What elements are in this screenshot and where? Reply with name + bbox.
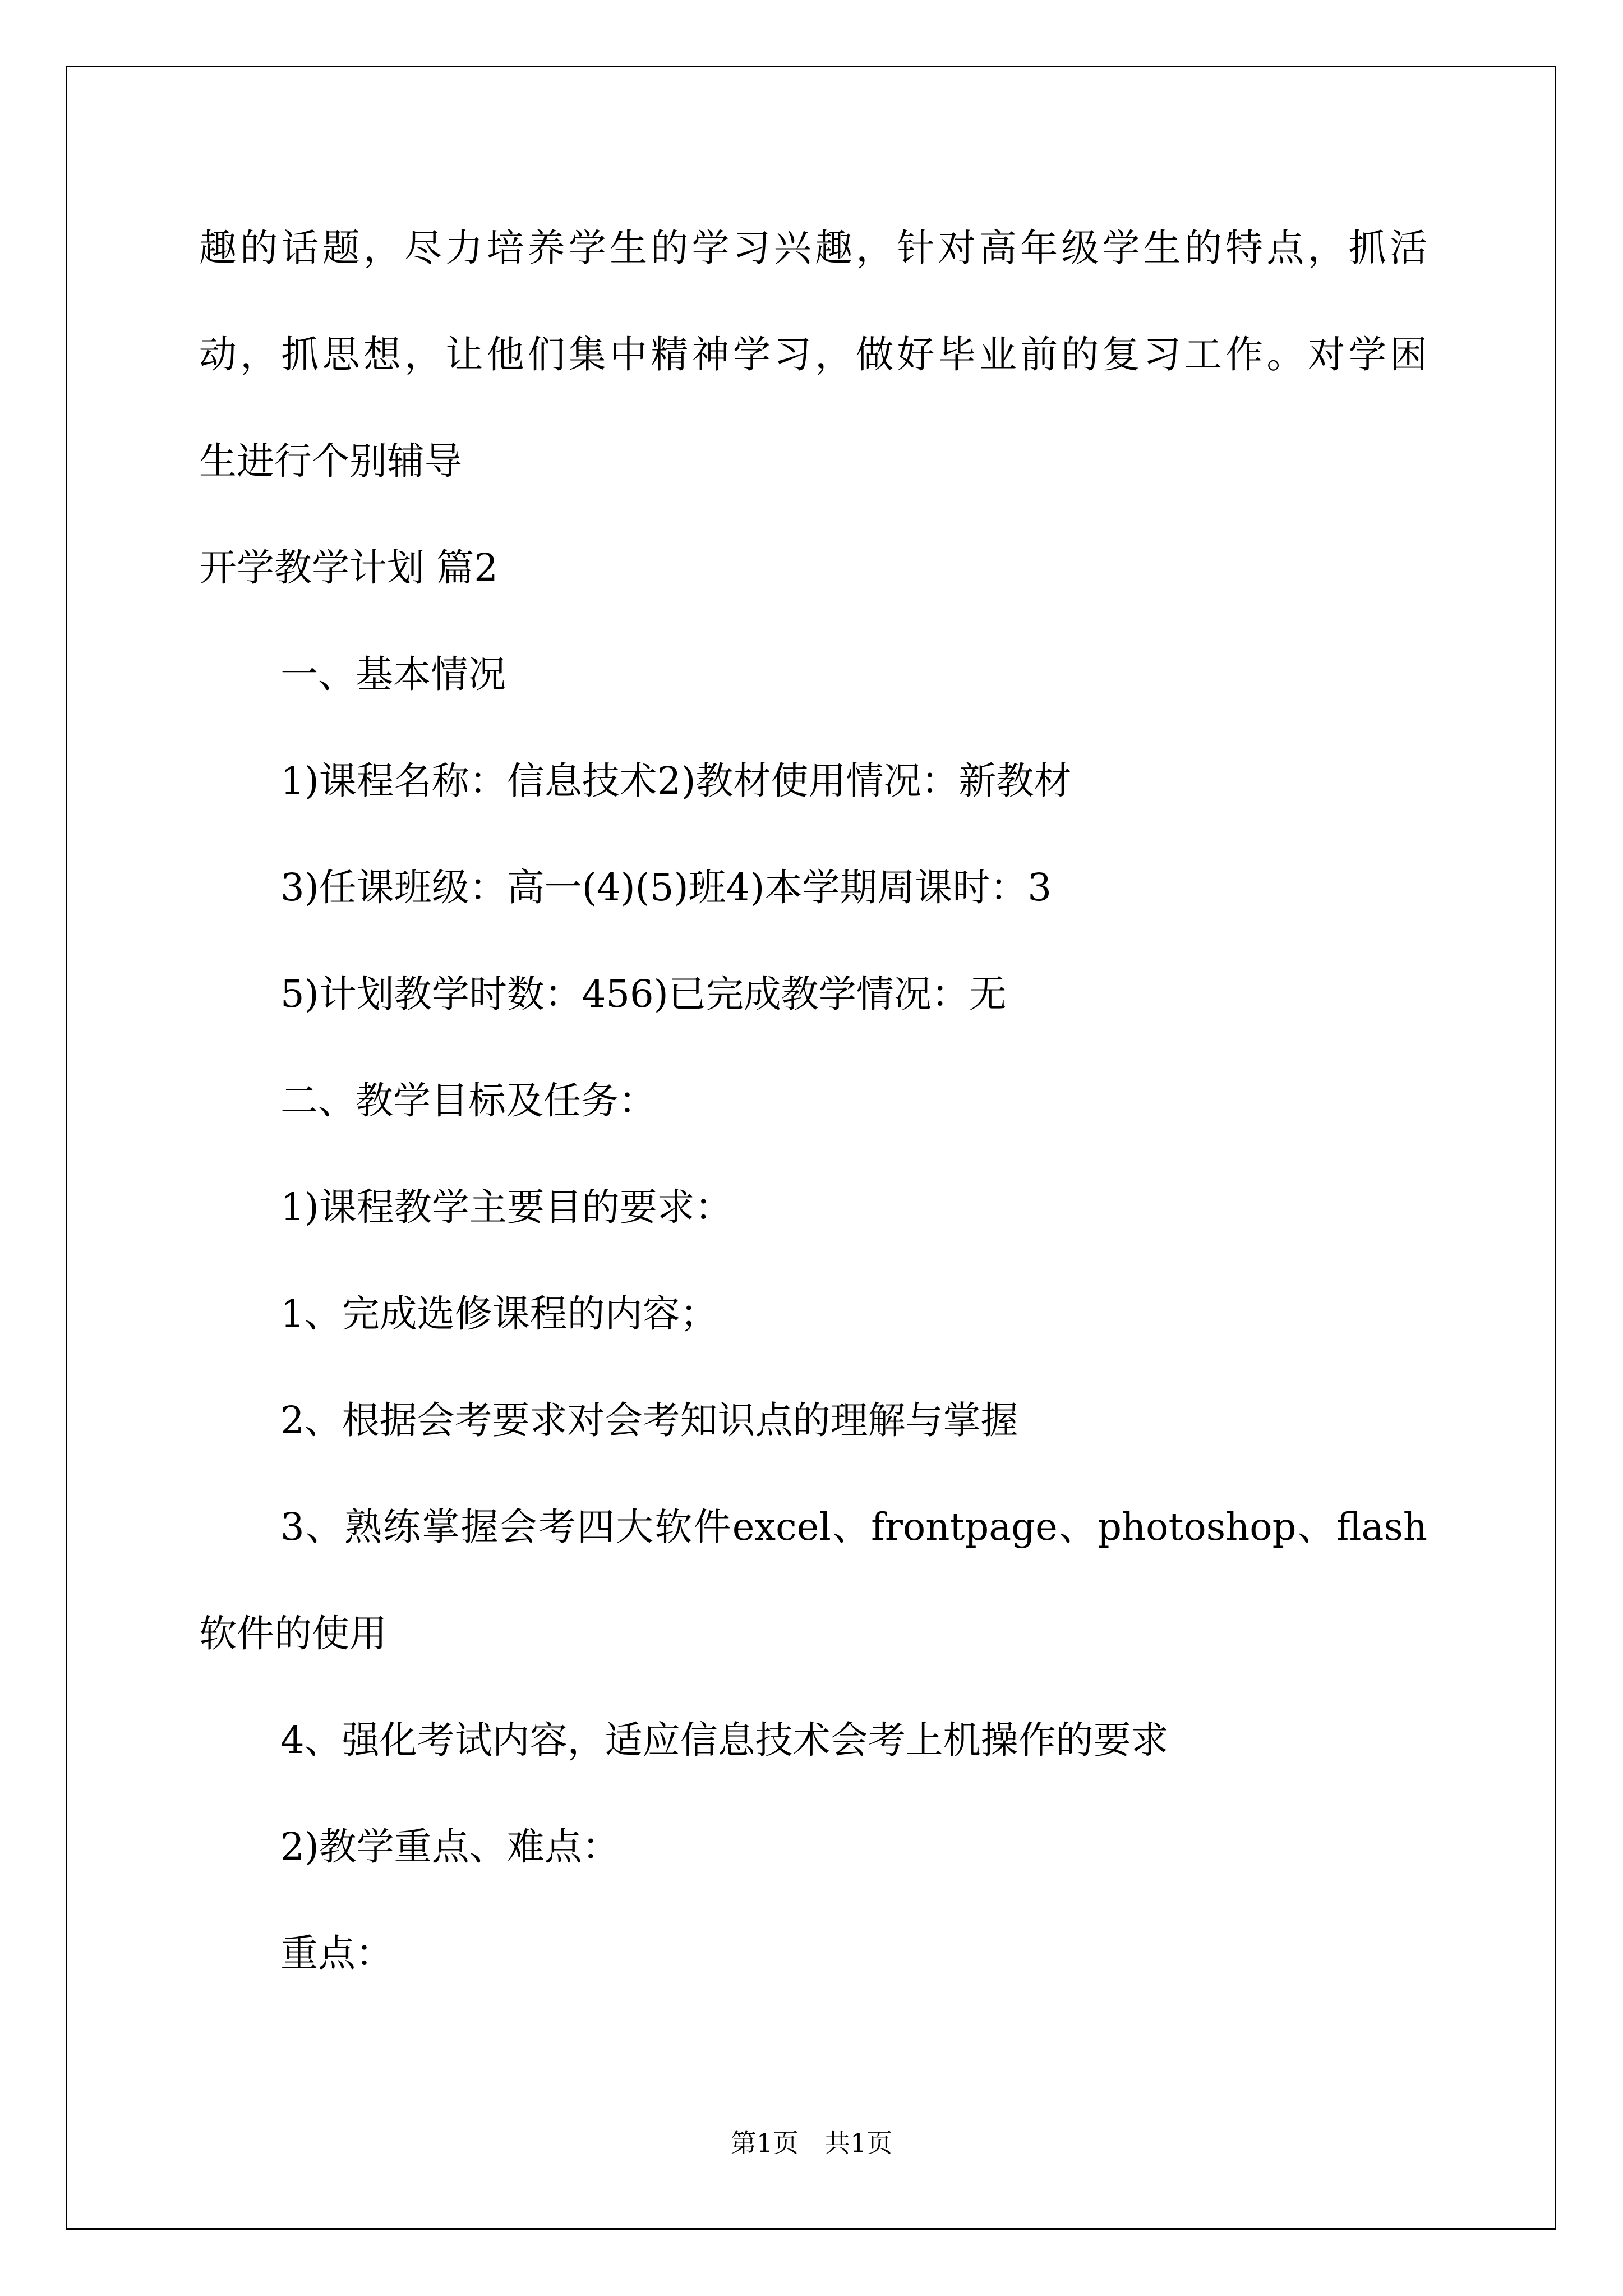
paragraph-line: 3)任课班级：高一(4)(5)班4)本学期周课时：3 (280, 866, 1052, 909)
page-footer: 第1页 共1页 (730, 2128, 893, 2158)
list-item: 4、强化考试内容，适应信息技术会考上机操作的要求 (280, 1718, 1169, 1762)
paragraph-line: 1)课程名称：信息技术2)教材使用情况：新教材 (280, 759, 1072, 803)
paragraph-line: 软件的使用 (199, 1612, 387, 1655)
paragraph-line: 趣的话题，尽力培养学生的学习兴趣，针对高年级学生的特点，抓活 (199, 226, 1427, 270)
paragraph-line: 1)课程教学主要目的要求： (280, 1185, 732, 1229)
paragraph-line: 2)教学重点、难点： (280, 1825, 620, 1869)
section-title: 开学教学计划 篇2 (199, 546, 498, 590)
list-item: 2、根据会考要求对会考知识点的理解与掌握 (280, 1398, 1018, 1442)
paragraph-line: 动，抓思想，让他们集中精神学习，做好毕业前的复习工作。对学困 (199, 333, 1427, 376)
list-item: 3、熟练掌握会考四大软件excel、frontpage、photoshop、flash (280, 1505, 1427, 1549)
paragraph-line: 重点： (280, 1931, 393, 1975)
paragraph-line: 5)计划教学时数：456)已完成教学情况：无 (280, 972, 1007, 1016)
heading-goals: 二、教学目标及任务： (280, 1079, 656, 1122)
heading-basic-info: 一、基本情况 (280, 652, 506, 696)
paragraph-line: 生进行个别辅导 (199, 439, 462, 483)
list-item: 1、完成选修课程的内容； (280, 1292, 718, 1336)
document-body (199, 220, 1427, 2032)
